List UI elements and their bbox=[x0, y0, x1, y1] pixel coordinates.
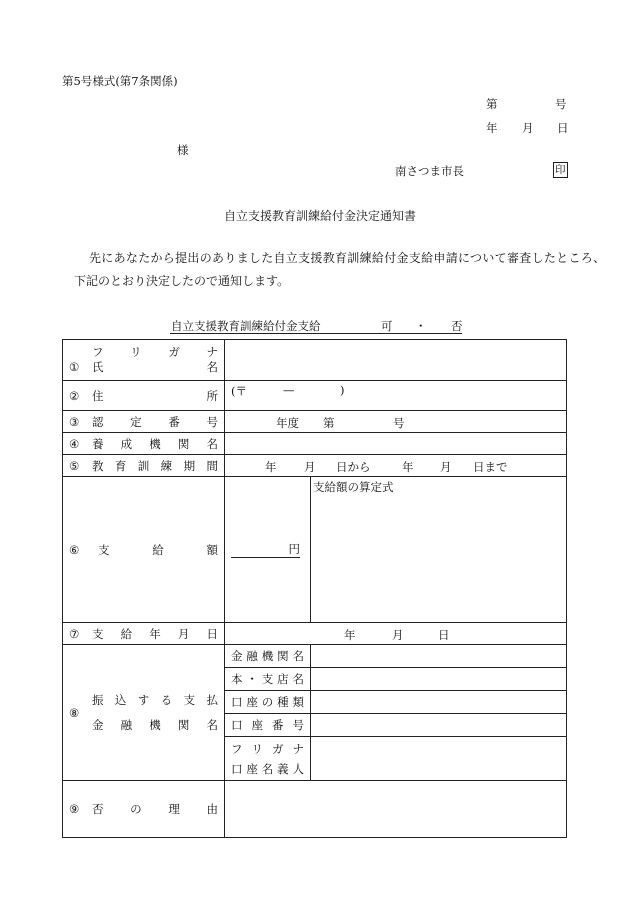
furigana-label bbox=[92, 344, 218, 360]
pay-tsuki: 月 bbox=[392, 628, 404, 642]
account-number-value[interactable] bbox=[311, 714, 567, 737]
cert-go: 号 bbox=[393, 416, 405, 430]
row-number: ② bbox=[69, 388, 80, 403]
address-label bbox=[92, 388, 218, 404]
pay-nen: 年 bbox=[344, 628, 356, 642]
label-char: 融 bbox=[246, 649, 258, 663]
label-char: 口 bbox=[231, 761, 243, 776]
reject-reason-value[interactable] bbox=[225, 781, 567, 838]
bank-label-line2 bbox=[92, 717, 218, 733]
label-char: 支 bbox=[92, 626, 104, 641]
date-tsuki: 月 bbox=[522, 121, 534, 135]
name-value[interactable] bbox=[225, 340, 567, 381]
label-char: 日 bbox=[206, 626, 218, 641]
pay-hi: 日 bbox=[438, 628, 450, 642]
label-char: 期 bbox=[183, 458, 196, 473]
amount-value[interactable] bbox=[225, 477, 311, 623]
furigana-char: ナ bbox=[206, 345, 218, 359]
period-tsuki2: 月 bbox=[440, 460, 452, 474]
label-char: 否 bbox=[92, 802, 104, 816]
label-char: の bbox=[130, 802, 142, 816]
row-number: ⑧ bbox=[69, 705, 80, 720]
label-char: 所 bbox=[206, 388, 218, 403]
decision-caption bbox=[170, 318, 462, 334]
document-title: 自立支援教育訓練給付金決定通知書 bbox=[224, 209, 417, 223]
address-value[interactable] bbox=[225, 381, 567, 411]
label-char: 座 bbox=[246, 695, 258, 709]
row-certification bbox=[63, 411, 567, 433]
bank-label-line1 bbox=[92, 692, 218, 708]
label-char: 名 bbox=[292, 672, 304, 686]
decision-form-table bbox=[62, 339, 567, 838]
institution-value[interactable] bbox=[225, 433, 567, 455]
label-char: ナ bbox=[292, 741, 304, 756]
row-amount-label bbox=[63, 477, 225, 623]
name-label bbox=[92, 359, 218, 375]
row-payment-date bbox=[63, 623, 567, 645]
reject-reason-label bbox=[92, 801, 218, 817]
label-char: 名 bbox=[206, 718, 218, 732]
period-nen2: 年 bbox=[402, 460, 414, 474]
label-char: 支 bbox=[183, 693, 196, 707]
decision-approve[interactable]: 可 bbox=[381, 319, 393, 333]
postal-close: ) bbox=[340, 383, 345, 397]
label-char: 定 bbox=[130, 414, 142, 429]
amount-formula[interactable] bbox=[311, 477, 567, 623]
row-name bbox=[63, 340, 567, 381]
bank-label bbox=[92, 692, 218, 733]
label-char: 金 bbox=[92, 718, 104, 732]
furigana-char: リ bbox=[130, 345, 142, 359]
label-char: ・ bbox=[246, 672, 258, 686]
row-number: ⑨ bbox=[69, 802, 80, 816]
label-char: 関 bbox=[177, 436, 190, 451]
label-char: 給 bbox=[152, 542, 164, 557]
formula-label: 支給額の算定式 bbox=[313, 480, 394, 494]
decision-caption-text: 自立支援教育訓練給付金支給 bbox=[171, 319, 321, 333]
row-name-label bbox=[63, 340, 225, 381]
date-nen: 年 bbox=[486, 121, 498, 135]
seal-mark: 印 bbox=[555, 164, 566, 176]
label-char: 機 bbox=[261, 649, 274, 663]
row-institution bbox=[63, 433, 567, 455]
label-char: リ bbox=[251, 741, 263, 756]
row-reject-reason-label bbox=[63, 781, 225, 838]
label-char: 成 bbox=[120, 436, 133, 451]
certification-label bbox=[92, 414, 218, 430]
label-char: 教 bbox=[92, 458, 104, 473]
postal-dash: — bbox=[283, 383, 295, 397]
period-label bbox=[92, 458, 218, 474]
row-bank bbox=[63, 645, 567, 668]
label-char: 育 bbox=[114, 458, 127, 473]
row-address bbox=[63, 381, 567, 411]
label-char: 由 bbox=[206, 802, 218, 816]
row-bank-label bbox=[63, 645, 225, 781]
doc-number-dai: 第 bbox=[486, 97, 498, 111]
branch-value[interactable] bbox=[311, 668, 567, 691]
label-char: る bbox=[160, 693, 173, 707]
label-char: 練 bbox=[160, 458, 173, 473]
period-hi1: 日から bbox=[336, 460, 371, 474]
decision-reject[interactable]: 否 bbox=[451, 319, 463, 333]
label-char: 金 bbox=[231, 649, 243, 663]
period-hi2: 日まで bbox=[473, 460, 508, 474]
label-char: 店 bbox=[277, 672, 289, 686]
payment-date-value[interactable] bbox=[225, 623, 567, 645]
label-char: 関 bbox=[277, 649, 289, 663]
account-holder-label bbox=[225, 737, 311, 781]
amount-yen: 円 bbox=[288, 542, 300, 556]
period-tsuki1: 月 bbox=[304, 460, 316, 474]
label-char: 名 bbox=[292, 649, 304, 663]
label-char: 座 bbox=[246, 761, 258, 776]
label-char: フ bbox=[231, 741, 243, 756]
label-char: 番 bbox=[168, 414, 180, 429]
label-char: 込 bbox=[114, 693, 127, 707]
label-char: 口 bbox=[231, 695, 243, 709]
label-char: 月 bbox=[177, 626, 190, 641]
label-char: 支 bbox=[98, 542, 110, 557]
label-char: 種 bbox=[277, 695, 289, 709]
bank-name-label bbox=[225, 645, 311, 668]
label-char: 養 bbox=[92, 436, 104, 451]
label-char: の bbox=[261, 695, 274, 709]
label-char: 年 bbox=[149, 626, 161, 641]
recipient-honorific: 様 bbox=[177, 143, 189, 157]
postal-open: (〒 bbox=[231, 384, 247, 398]
label-char: 名 bbox=[261, 761, 274, 776]
label-char: 名 bbox=[206, 436, 218, 451]
row-payment-date-label bbox=[63, 623, 225, 645]
account-type-value[interactable] bbox=[311, 691, 567, 714]
row-period-label bbox=[63, 455, 225, 477]
label-char: 口 bbox=[231, 718, 243, 732]
form-number: 第5号様式(第7条関係) bbox=[62, 74, 178, 88]
label-char: 本 bbox=[231, 672, 243, 686]
row-period bbox=[63, 455, 567, 477]
cert-nendo: 年度 bbox=[276, 416, 299, 430]
label-char: 機 bbox=[149, 436, 161, 451]
row-address-label bbox=[63, 381, 225, 411]
label-char: 認 bbox=[92, 414, 104, 429]
bank-name-value[interactable] bbox=[311, 645, 567, 668]
label-char: 氏 bbox=[92, 360, 104, 374]
account-holder-value[interactable] bbox=[311, 737, 567, 781]
label-char: 号 bbox=[206, 414, 218, 429]
label-char: 人 bbox=[292, 761, 304, 776]
label-char: 支 bbox=[261, 672, 274, 686]
row-certification-label bbox=[63, 411, 225, 433]
label-char: 義 bbox=[277, 761, 289, 776]
label-char: 額 bbox=[206, 542, 218, 557]
furigana-char: フ bbox=[92, 345, 104, 359]
amount-label bbox=[92, 542, 218, 558]
label-char: 住 bbox=[92, 388, 104, 403]
period-nen1: 年 bbox=[265, 460, 277, 474]
row-number: ④ bbox=[69, 436, 80, 451]
label-char: 間 bbox=[206, 458, 218, 473]
row-number-display: ① bbox=[69, 360, 80, 374]
row-reject-reason bbox=[63, 781, 567, 838]
issuer: 南さつま市長 bbox=[395, 164, 464, 178]
label-char: 振 bbox=[92, 693, 104, 707]
label-char: 類 bbox=[292, 695, 304, 709]
label-char: 関 bbox=[177, 718, 190, 732]
row-number: ⑤ bbox=[69, 458, 80, 473]
label-char: 名 bbox=[206, 360, 218, 374]
row-number: ③ bbox=[69, 414, 80, 429]
amount-underline bbox=[231, 541, 300, 558]
branch-label bbox=[225, 668, 311, 691]
row-amount bbox=[63, 477, 567, 623]
label-char: ガ bbox=[272, 741, 284, 756]
date-hi: 日 bbox=[557, 121, 569, 135]
cert-dai: 第 bbox=[323, 416, 335, 430]
label-char: 理 bbox=[168, 802, 180, 816]
label-char: 機 bbox=[149, 718, 161, 732]
decision-separator: ・ bbox=[415, 319, 427, 333]
certification-value[interactable] bbox=[225, 411, 567, 433]
account-type-label bbox=[225, 691, 311, 714]
row-number: ⑦ bbox=[69, 626, 80, 641]
label-char: 給 bbox=[120, 626, 133, 641]
row-number: ⑥ bbox=[69, 542, 80, 557]
label-char: す bbox=[137, 693, 150, 707]
body-line-1: 先にあなたから提出のありました自立支援教育訓練給付金支給申請について審査したところ、 bbox=[89, 251, 606, 265]
label-char: 座 bbox=[251, 718, 263, 732]
label-char: 番 bbox=[272, 718, 284, 732]
body-line-2: 下記のとおり決定したので通知します。 bbox=[74, 274, 290, 288]
doc-number-go: 号 bbox=[555, 97, 567, 111]
account-number-label bbox=[225, 714, 311, 737]
furigana-char: ガ bbox=[168, 345, 180, 359]
institution-label bbox=[92, 436, 218, 452]
period-value[interactable] bbox=[225, 455, 567, 477]
label-char: 融 bbox=[120, 718, 133, 732]
label-char: 払 bbox=[206, 693, 218, 707]
label-char: 訓 bbox=[137, 458, 150, 473]
row-institution-label bbox=[63, 433, 225, 455]
label-char: 号 bbox=[292, 718, 304, 732]
payment-date-label bbox=[92, 626, 218, 642]
